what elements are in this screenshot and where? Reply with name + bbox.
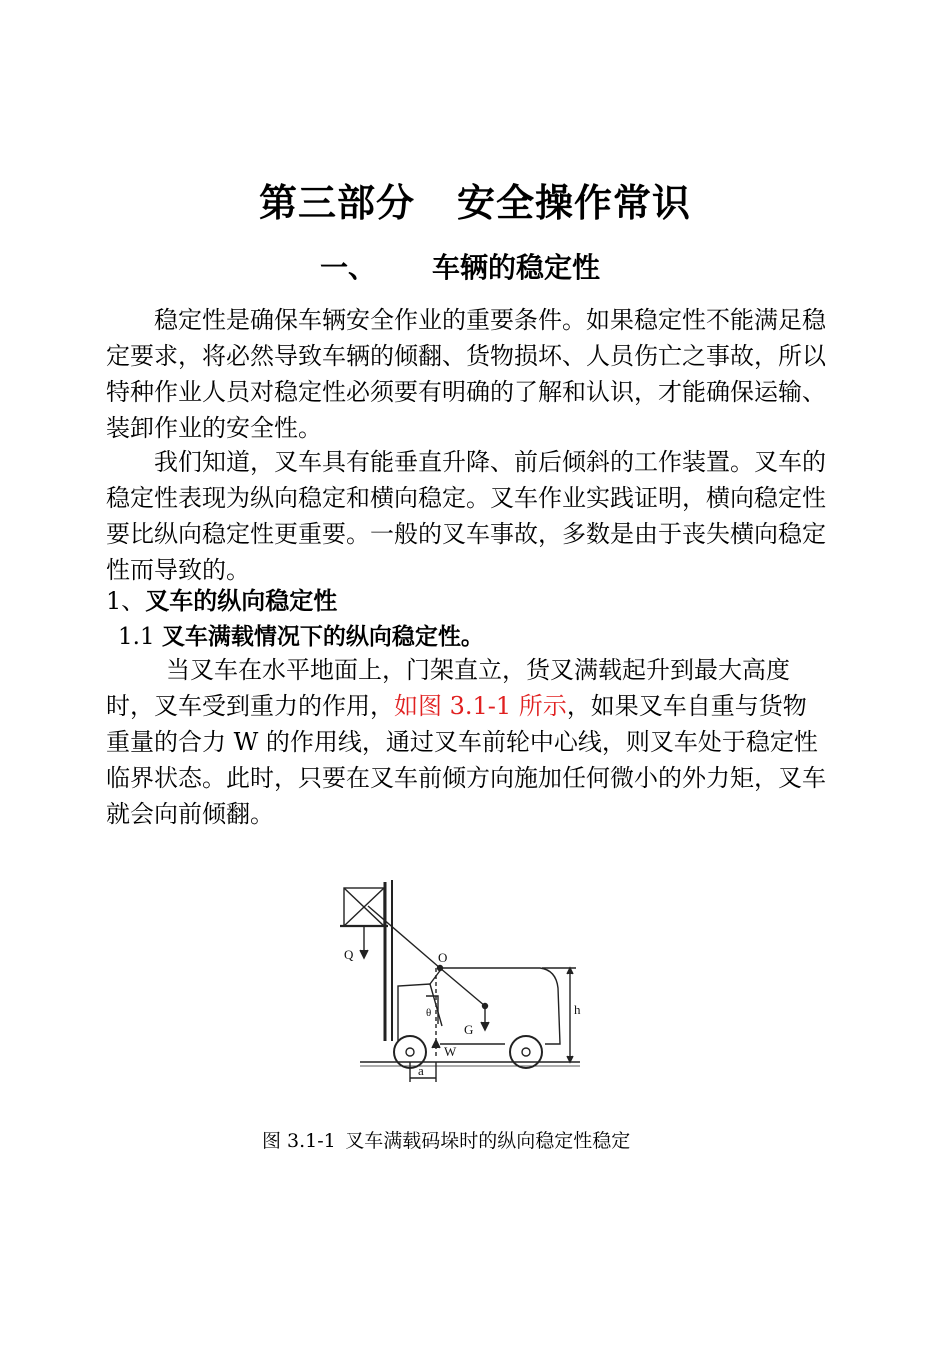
forklift-diagram: [330, 876, 590, 1086]
paragraph-full-load: [106, 652, 826, 832]
label-g: G: [464, 1022, 474, 1037]
figure-caption: 图 3.1-1 叉车满载码垛时的纵向稳定性稳定: [262, 1130, 631, 1152]
paragraph-text: ，如果叉车自重与货物重量的合力 W 的作用线，通过叉车前轮中心线，则叉车处于稳定性临界状态。此时，只要在叉车前倾方向施加任何微小的外力矩，叉车就会向前倾翻。: [106, 692, 826, 828]
subheading-full-load: [118, 620, 484, 654]
title-topic: 安全操作常识: [457, 181, 692, 225]
label-h: h: [574, 1002, 581, 1017]
page-title: [0, 172, 950, 227]
label-o: O: [438, 950, 448, 965]
section-number: 一、: [319, 251, 376, 284]
rear-wheel: [510, 1036, 542, 1068]
paragraph-text: 当叉车在水平地面上，门架直立，货叉满载起升到最大高度时，叉车受到重力的作用，: [106, 656, 790, 720]
label-w: W: [444, 1044, 457, 1059]
forklift-stability-figure: [330, 876, 590, 1086]
label-a: a: [418, 1063, 424, 1078]
section-heading: [0, 246, 920, 286]
subheading-longitudinal: [106, 584, 337, 618]
subheading-number: 1.1: [118, 624, 162, 650]
subheading-number: 1、: [106, 587, 146, 615]
section-title: 车辆的稳定性: [432, 251, 601, 284]
label-q: Q: [344, 947, 354, 962]
subheading-text: 叉车的纵向稳定性: [145, 587, 338, 615]
paragraph-stability-intro: 稳定性是确保车辆安全作业的重要条件。如果稳定性不能满足稳定要求，将必然导致车辆的倾翻、货物损坏、人员伤亡之事故，所以特种作业人员对稳定性必须要有明确的了解和认识，才能确保运输、装卸作业的安全性。: [106, 306, 826, 442]
label-theta: θ: [426, 1007, 432, 1019]
figure-reference-link[interactable]: 如图 3.1-1 所示: [394, 692, 567, 720]
paragraph-forklift-stability: 我们知道，叉车具有能垂直升降、前后倾斜的工作装置。叉车的稳定性表现为纵向稳定和横向稳定。叉车作业实践证明，横向稳定性要比纵向稳定性更重要。一般的叉车事故，多数是由于丧失横向稳定性而导致的。: [106, 448, 826, 584]
title-part: 第三部分: [258, 181, 415, 225]
subheading-text: 叉车满载情况下的纵向稳定性。: [161, 624, 484, 650]
truck-body: [442, 968, 560, 1044]
